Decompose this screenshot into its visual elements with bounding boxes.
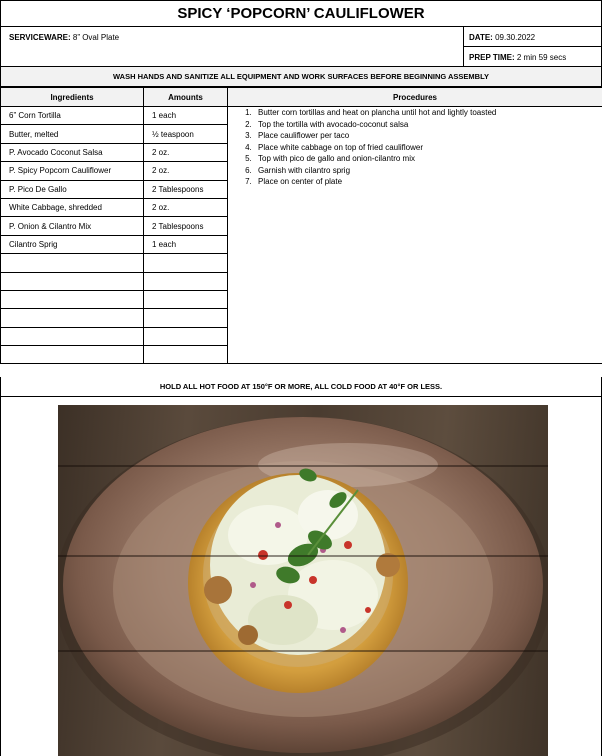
sanitize-banner: WASH HANDS AND SANITIZE ALL EQUIPMENT AND WORK SURFACES BEFORE BEGINNING ASSEMBLY — [0, 67, 602, 87]
amount-cell — [144, 290, 228, 308]
procedure-steps — [236, 107, 602, 188]
food-temp-banner: HOLD ALL HOT FOOD AT 150°F OR MORE, ALL COLD FOOD AT 40°F OR LESS. — [0, 377, 602, 397]
amount-cell: 2 Tablespoons — [144, 180, 228, 198]
photo-area — [0, 397, 602, 756]
procedure-step: 6. Garnish with cilantro sprig — [254, 165, 602, 177]
amount-cell: 2 oz. — [144, 198, 228, 216]
amount-cell — [144, 327, 228, 345]
ingredient-cell: Cilantro Sprig — [1, 235, 144, 253]
ingredient-cell: P. Avocado Coconut Salsa — [1, 143, 144, 161]
date-label: DATE: — [469, 33, 493, 42]
ingredient-cell — [1, 346, 144, 364]
ingredient-cell: P. Pico De Gallo — [1, 180, 144, 198]
recipe-title: SPICY ‘POPCORN’ CAULIFLOWER — [0, 0, 602, 27]
ingredient-cell: 6” Corn Tortilla — [1, 107, 144, 125]
wood-plank-line — [58, 465, 548, 467]
serviceware-label: SERVICEWARE: — [9, 33, 71, 42]
serviceware-line — [9, 33, 119, 42]
amount-cell: 2 Tablespoons — [144, 217, 228, 235]
procedure-step: 4. Place white cabbage on top of fried cauliflower — [254, 142, 602, 154]
recipe-info-box — [0, 27, 602, 67]
amount-cell: 1 each — [144, 235, 228, 253]
table-row — [1, 107, 602, 125]
wood-plank-line — [58, 650, 548, 652]
amount-cell — [144, 309, 228, 327]
prep-time-label: PREP TIME: — [469, 53, 515, 62]
dish-photo — [58, 405, 548, 756]
procedures-cell — [228, 107, 602, 364]
ingredient-cell — [1, 327, 144, 345]
amounts-header: Amounts — [144, 88, 228, 107]
procedure-step: 2. Top the tortilla with avocado-coconut salsa — [254, 119, 602, 131]
ingredient-cell: P. Onion & Cilantro Mix — [1, 217, 144, 235]
procedure-step: 7. Place on center of plate — [254, 176, 602, 188]
ingredient-cell — [1, 254, 144, 272]
amount-cell — [144, 346, 228, 364]
wood-plank-line — [58, 555, 548, 557]
procedures-header: Procedures — [228, 88, 602, 107]
ingredients-table — [0, 87, 602, 364]
ingredients-header: Ingredients — [1, 88, 144, 107]
prep-time-line — [469, 53, 566, 62]
procedure-step: 5. Top with pico de gallo and onion-cilantro mix — [254, 153, 602, 165]
info-divider-horizontal — [463, 46, 602, 47]
date-line — [469, 33, 535, 42]
ingredient-cell — [1, 290, 144, 308]
ingredients-body — [1, 107, 602, 364]
ingredient-cell: White Cabbage, shredded — [1, 198, 144, 216]
amount-cell — [144, 272, 228, 290]
amount-cell: ½ teaspoon — [144, 125, 228, 143]
serviceware-value: 8” Oval Plate — [72, 33, 120, 42]
date-value: 09.30.2022 — [495, 33, 536, 42]
procedure-step: 3. Place cauliflower per taco — [254, 130, 602, 142]
table-header-row — [1, 88, 602, 107]
dish-illustration — [58, 405, 548, 756]
amount-cell: 1 each — [144, 107, 228, 125]
amount-cell — [144, 254, 228, 272]
ingredient-cell: P. Spicy Popcorn Cauliflower — [1, 162, 144, 180]
ingredient-cell — [1, 272, 144, 290]
amount-cell: 2 oz. — [144, 162, 228, 180]
procedure-step: 1. Butter corn tortillas and heat on plancha until hot and lightly toasted — [254, 107, 602, 119]
ingredient-cell — [1, 309, 144, 327]
ingredient-cell: Butter, melted — [1, 125, 144, 143]
prep-time-value: 2 min 59 secs — [516, 53, 567, 62]
amount-cell: 2 oz. — [144, 143, 228, 161]
